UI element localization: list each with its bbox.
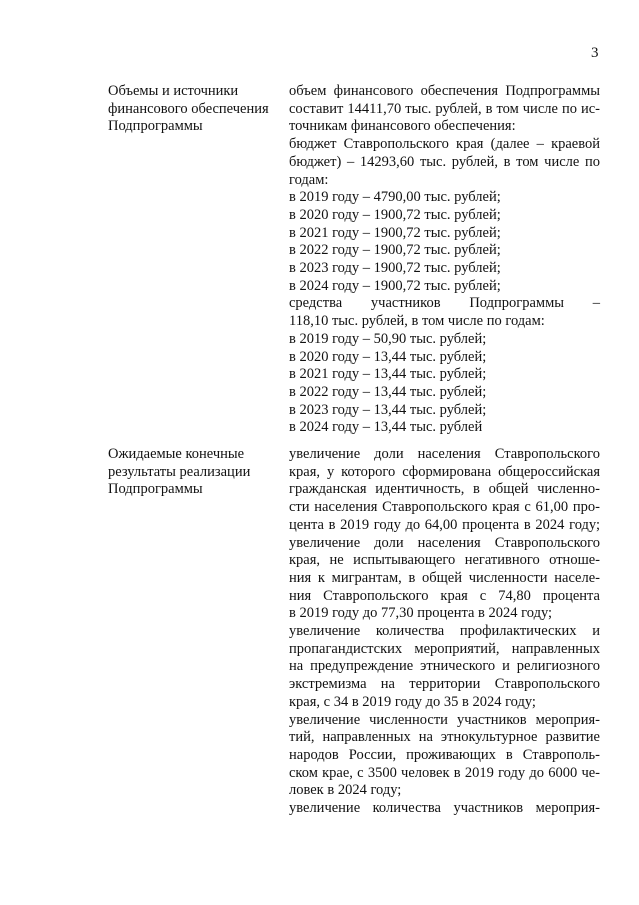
content-line: в 2022 году – 13,44 тыс. рублей; [289, 383, 487, 400]
content-line: в 2024 году – 13,44 тыс. рублей [289, 419, 483, 436]
content-line: точникам финансового обеспечения: [289, 118, 516, 135]
content-line: увеличение доли населения Ставропольского [289, 446, 600, 462]
content-line: гражданская идентичность, в общей численно- [289, 481, 600, 498]
section-content [289, 83, 600, 437]
content-line: в 2019 году до 77,30 процента в 2024 году; [289, 605, 553, 622]
content-line: ском крае, с 3500 человек в 2019 году до 6000 че- [289, 764, 600, 781]
section-label [108, 83, 278, 136]
content-line: сти населения Ставропольского края с 61,00 про- [289, 499, 600, 516]
content-line: увеличение доли населения Ставропольского [289, 534, 600, 551]
label-line: Подпрограммы [108, 118, 203, 135]
content-line: пропагандистских мероприятий, направленных [289, 640, 600, 657]
label-line: Подпрограммы [108, 481, 203, 498]
content-line: народов России, проживающих в Ставрополь- [289, 746, 600, 763]
content-line: 118,10 тыс. рублей, в том числе по годам: [289, 313, 545, 330]
content-line: в 2024 году – 1900,72 тыс. рублей; [289, 277, 501, 294]
content-line: экстремизма на территории Ставропольского [289, 676, 600, 693]
content-line: в 2020 году – 13,44 тыс. рублей; [289, 348, 487, 365]
content-line: бюджет) – 14293,60 тыс. рублей, в том числе по [289, 153, 600, 170]
content-line: средства участников Подпрограммы – [289, 295, 600, 312]
content-line: цента в 2019 году до 64,00 процента в 2024 году; [289, 516, 600, 533]
content-line: увеличение количества участников мероприя- [289, 800, 600, 817]
content-line: в 2021 году – 1900,72 тыс. рублей; [289, 224, 501, 241]
content-line: в 2022 году – 1900,72 тыс. рублей; [289, 242, 501, 259]
label-line: Объемы и источники [108, 83, 239, 99]
content-line: в 2021 году – 13,44 тыс. рублей; [289, 366, 487, 383]
label-line: Ожидаемые конечные [108, 446, 245, 462]
content-line: ловек в 2024 году; [289, 782, 402, 799]
content-line: в 2023 году – 1900,72 тыс. рублей; [289, 260, 501, 277]
content-line: в 2019 году – 4790,00 тыс. рублей; [289, 189, 501, 206]
content-line: ния Ставропольского края с 74,80 процента [289, 587, 600, 604]
content-line: ния к мигрантам, в общей численности населе- [289, 569, 600, 586]
label-line: финансового обеспечения [108, 100, 269, 117]
content-line: в 2020 году – 1900,72 тыс. рублей; [289, 206, 501, 223]
content-line: увеличение количества профилактических и [289, 623, 600, 640]
label-line: результаты реализации [108, 463, 251, 480]
content-line: в 2023 году – 13,44 тыс. рублей; [289, 401, 487, 418]
content-line: объем финансового обеспечения Подпрограммы [289, 83, 600, 99]
content-line: годам: [289, 171, 329, 188]
content-line: в 2019 году – 50,90 тыс. рублей; [289, 330, 487, 347]
content-line: края, у которого сформирована общероссийская [289, 463, 600, 480]
content-line: бюджет Ставропольского края (далее – краевой [289, 136, 600, 153]
section-label [108, 446, 278, 499]
content-line: составит 14411,70 тыс. рублей, в том числе по ис- [289, 100, 600, 117]
section-content [289, 446, 600, 818]
content-line: увеличение численности участников мероприя- [289, 711, 600, 728]
content-line: тий, направленных на этнокультурное развитие [289, 729, 600, 746]
content-line: на предупреждение этнического и религиозного [289, 658, 600, 675]
content-line: края, не испытывающего негативного отноше- [289, 552, 600, 569]
content-line: края, с 34 в 2019 году до 35 в 2024 году; [289, 693, 536, 710]
page-number: 3 [591, 45, 599, 61]
